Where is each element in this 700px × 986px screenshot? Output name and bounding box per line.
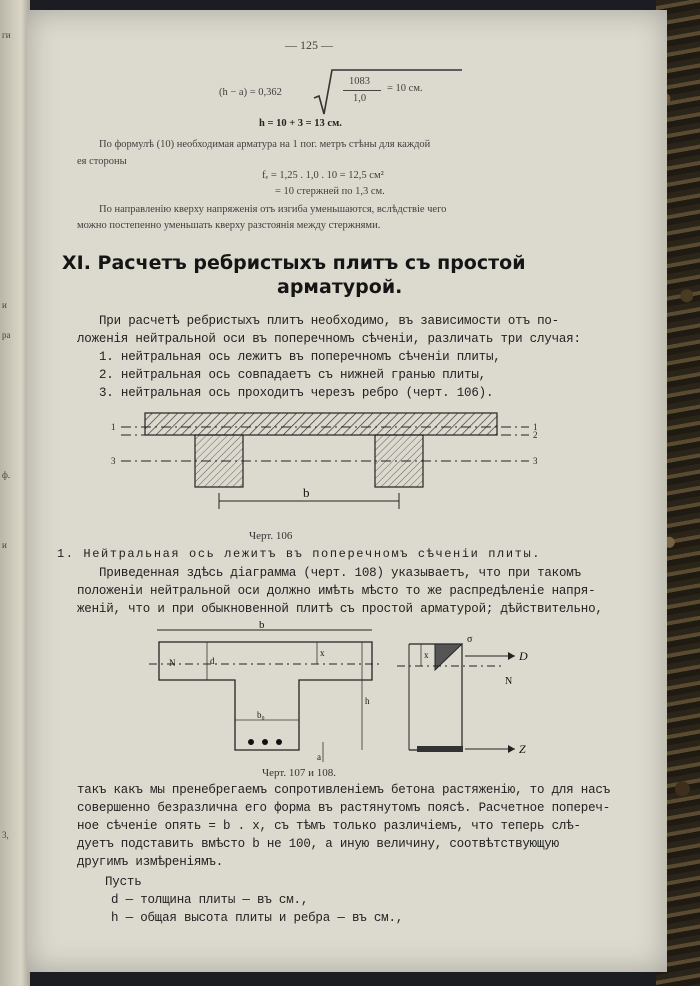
left-margin-fragment: и [2,300,7,310]
rebar [248,739,254,745]
paragraph-line: дуетъ подставить вмѣсто b не 100, а иную величину, соотвѣтствующую [77,837,559,851]
paragraph-line: Приведенная здѣсь діаграмма (черт. 108) указываетъ, что при такомъ [99,566,581,580]
label-h: h [365,696,370,706]
tension-bar [417,746,463,752]
rebar [262,739,268,745]
t-section [149,619,382,762]
formula-bars: = 10 стержней по 1,3 см. [275,186,385,197]
axis-label-3: 3 [111,456,116,466]
stress-diagram [397,634,528,756]
label-x2: x [424,650,429,660]
paragraph-line: ложенія нейтральной оси въ поперечномъ сѣченіи, различать три случая: [77,332,581,346]
axis-label-3-right: 3 [533,456,538,466]
left-margin-fragment: и [2,540,7,550]
list-item: 1. нейтральная ось лежитъ въ поперечномъ сѣченіи плиты, [99,350,501,364]
page-number: — 125 — [285,38,333,52]
formula-fe: fₑ = 1,25 . 1,0 . 10 = 12,5 см² [262,170,384,181]
definition-line: h — общая высота плиты и ребра — въ см., [111,911,404,925]
arrow-D-head [508,652,515,660]
paragraph-line: положеніи нейтральной оси должно имѣть мѣсто то же распредѣленіе напря- [77,584,596,598]
label-x: x [320,648,325,658]
slab-flange [145,413,497,435]
paragraph-line: При расчетѣ ребристыхъ плитъ необходимо, въ зависимости отъ по- [99,314,559,328]
label-a: a [317,752,321,762]
paragraph-line: можно постепенно уменьшать кверху разстоянія между стержнями. [77,220,381,231]
fraction-bar [343,90,381,91]
figure-caption: Черт. 106 [249,530,293,542]
dimension-label-b: b [303,485,310,500]
list-item: 2. нейтральная ось совпадаетъ съ нижней гранью плиты, [99,368,486,382]
rebar [276,739,282,745]
left-page-edge [0,0,30,986]
formula-denominator: 1,0 [353,93,367,104]
label-b0: b₀ [257,710,265,720]
axis-label-2: 2 [533,430,538,440]
label-Z: Z [519,742,526,756]
formula-lhs: (h − a) = 0,362 [219,87,282,98]
figure-caption: Черт. 107 и 108. [262,767,337,779]
formula-rhs: = 10 см. [387,83,423,94]
formula-h: h = 10 + 3 = 13 см. [259,118,342,129]
label-b: b [259,619,265,631]
list-item: 3. нейтральная ось проходитъ черезъ ребро (черт. 106). [99,386,494,400]
paragraph-line: совершенно безразлична его форма въ растянутомъ поясѣ. Расчетное попереч- [77,801,610,815]
left-margin-fragment: ф. [2,470,11,480]
arrow-Z-head [508,745,515,753]
paragraph-line: женій, что и при обыкновенной плитѣ съ простой арматурой; дѣйствительно, [77,602,603,616]
axis-label-1-right: 1 [533,422,538,432]
paragraph-line: По направленію кверху напряженія отъ изгиба уменьшаются, вслѣдствіе чего [99,204,447,215]
left-margin-fragment: 3, [2,830,9,840]
label-sigma: σ [467,634,473,645]
figure-106 [109,405,559,540]
label-N: N [169,658,176,668]
definition-line: d — толщина плиты — въ см., [111,893,309,907]
paragraph-line: ное сѣченіе опять = b . x, съ тѣмъ только различіемъ, что теперь слѣ- [77,819,581,833]
formula-numerator: 1083 [349,76,370,87]
label-d: d [210,656,215,666]
t-outline [159,642,372,750]
paragraph-line: другимъ измѣреніямъ. [77,855,224,869]
radical-sign [312,68,342,118]
left-margin-fragment: ра [2,330,11,340]
label-D: D [519,649,528,663]
label-N2: N [505,676,513,687]
figure-107-108 [147,619,537,772]
paragraph-line: По формулѣ (10) необходимая арматура на 1 пог. метръ стѣны для каждой [99,139,431,150]
section-heading: арматурой. [277,276,403,298]
book-page [27,10,667,972]
case-title: 1. Нейтральная ось лежитъ въ поперечномъ сѣченіи плиты. [57,547,542,561]
let-word: Пусть [105,875,142,889]
paragraph-line: такъ какъ мы пренебрегаемъ сопротивленіемъ бетона растяженію, то для насъ [77,783,610,797]
left-margin-fragment: ги [2,30,11,40]
axis-label-1: 1 [111,422,116,432]
section-heading: XI. Расчетъ ребристыхъ плитъ съ простой [62,252,526,274]
paragraph-line: ея стороны [77,156,127,167]
